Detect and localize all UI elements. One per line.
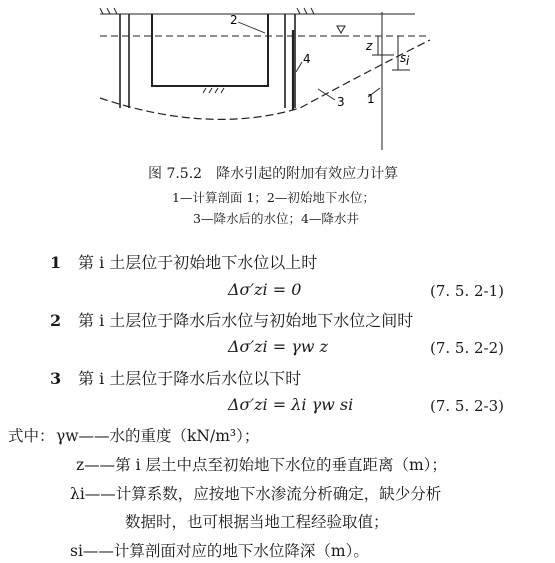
- item-number: 3: [50, 369, 62, 388]
- excavation-pit: [120, 14, 295, 108]
- equation-number-2: (7. 5. 2-2): [430, 339, 505, 357]
- figure-legend-line2: 3—降水后的水位；4—降水井: [193, 211, 359, 226]
- ground-surface: [100, 8, 415, 14]
- item-1: [50, 250, 317, 273]
- item-3: [50, 366, 301, 389]
- water-level-symbol: [334, 26, 348, 36]
- label-z: z: [366, 39, 373, 53]
- item-text: 第 i 土层位于初始地下水位以上时: [78, 253, 318, 272]
- label-1: 1: [367, 92, 375, 106]
- item-2: [50, 308, 413, 331]
- definition-z: z——第 i 层土中点至初始地下水位的垂直距离（m）；: [76, 456, 447, 474]
- definition-s: si——计算剖面对应的地下水位降深（m）。: [70, 542, 369, 560]
- figure-caption: 图 7.5.2 降水引起的附加有效应力计算: [148, 166, 399, 182]
- equation-2: Δσ′zi = γw z: [228, 337, 329, 356]
- dewatering-diagram: [0, 0, 555, 155]
- equation-number-1: (7. 5. 2-1): [430, 282, 505, 300]
- figure-legend-line1: 1—计算剖面 1；2—初始地下水位；: [172, 190, 375, 205]
- lowered-water-table: [100, 40, 430, 119]
- label-4: 4: [303, 52, 311, 66]
- equation-1: Δσ′zi = 0: [228, 280, 302, 299]
- item-text: 第 i 土层位于降水后水位以下时: [78, 369, 302, 388]
- item-text: 第 i 土层位于降水后水位与初始地下水位之间时: [78, 311, 414, 330]
- item-number: 1: [50, 253, 62, 272]
- definition-gamma-w: γw——水的重度（kN/m³）；: [56, 427, 260, 445]
- label-s-sub: i: [406, 54, 410, 68]
- item-number: 2: [50, 311, 62, 330]
- definition-lambda-cont: 数据时，也可根据当地工程经验取值；: [125, 513, 389, 531]
- equation-number-3: (7. 5. 2-3): [430, 397, 505, 415]
- definition-lambda: λi——计算系数，应按地下水渗流分析确定，缺少分析: [70, 485, 442, 503]
- definitions-lead: 式中：: [8, 427, 55, 445]
- label-3: 3: [337, 95, 345, 109]
- label-2: 2: [230, 13, 238, 27]
- label-s: s: [400, 51, 407, 65]
- equation-3: Δσ′zi = λi γw si: [228, 395, 354, 414]
